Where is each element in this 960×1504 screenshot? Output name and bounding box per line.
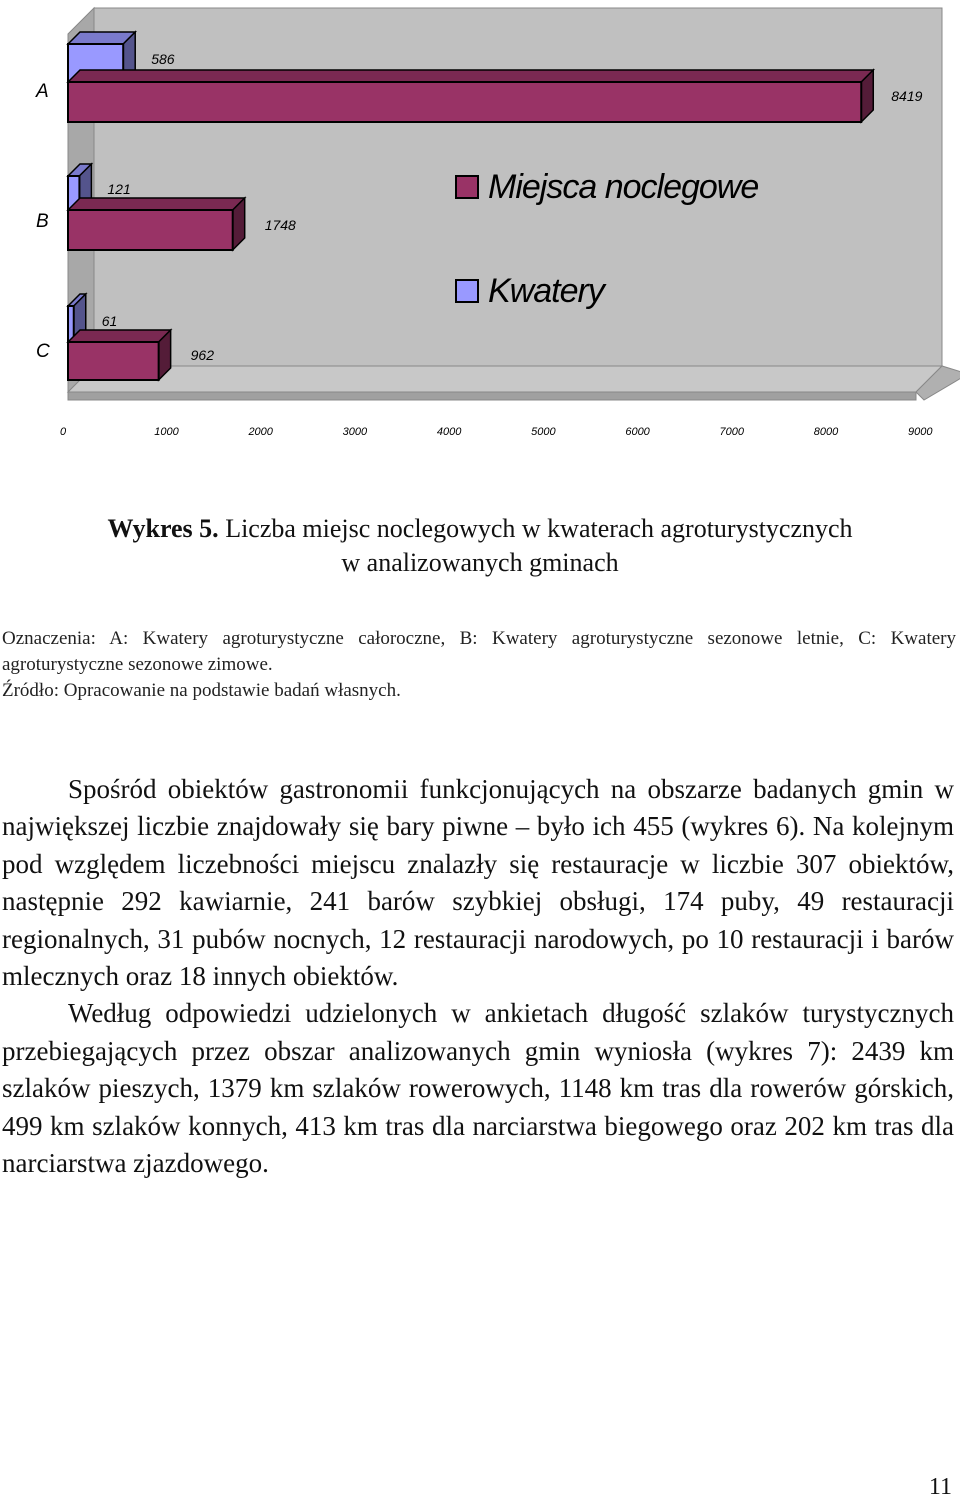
x-tick-label: 2000 xyxy=(248,426,273,438)
bar-miejsca-noclegowe xyxy=(68,82,861,122)
category-label: C xyxy=(36,341,50,362)
data-label-kwatery: 586 xyxy=(151,51,175,67)
bar-miejsca-top xyxy=(68,330,171,342)
category-label: A xyxy=(36,81,49,102)
legend-label-miejsca: Miejsca noclegowe xyxy=(488,168,759,206)
x-tick-label: 9000 xyxy=(908,426,933,438)
caption-text-line2: w analizowanych gminach xyxy=(341,548,619,577)
source-note: Źródło: Opracowanie na podstawie badań własnych. xyxy=(2,680,401,701)
data-label-kwatery: 61 xyxy=(101,313,118,329)
bar-miejsca-noclegowe xyxy=(68,210,233,250)
data-label-miejsca: 962 xyxy=(190,347,215,363)
bar-miejsca-noclegowe xyxy=(68,342,159,380)
x-tick-label: 8000 xyxy=(813,426,839,438)
legend-swatch-kwatery xyxy=(456,280,478,302)
body-text xyxy=(2,771,954,1182)
x-tick-label: 1000 xyxy=(154,426,179,438)
x-tick-label: 5000 xyxy=(531,426,556,438)
body-paragraph-2: Według odpowiedzi udzielonych w ankietach długość szlaków turystycznych przebiegających przez obszar analizowanych gmin wyniosła (wykres 7): 2439 km szlaków pieszych, 1379 km szlaków rowerowych, 1148 km tras dla rowerów górskich, 499 km szlaków konnych, 413 km tras dla narciarstwa biegowego oraz 202 km tras dla narciarstwa zjazdowego. xyxy=(2,998,954,1179)
x-tick-label: 0 xyxy=(60,426,67,438)
body-paragraph-1: Spośród obiektów gastronomii funkcjonujących na obszarze badanych gmin w największej liczbie znajdowały się bary piwne – było ich 455 (wykres 6). Na kolejnym pod względem liczebności miejscu znalazły się restauracje w liczbie 307 obiektów, następnie 292 kawiarnie, 241 barów szybkiej obsługi, 174 puby, 49 restauracji regionalnych, 31 pubów nocnych, 12 restauracji narodowych, po 10 restauracji i barów mlecznych oraz 18 innych obiektów. xyxy=(2,774,954,992)
figure-caption xyxy=(0,512,960,580)
caption-label: Wykres 5. xyxy=(107,514,219,543)
legend-note: Oznaczenia: A: Kwatery agroturystyczne całoroczne, B: Kwatery agroturystyczne sezonowe letnie, C: Kwatery agroturystyczne sezonowe zimowe. xyxy=(2,628,956,675)
data-label-miejsca: 8419 xyxy=(891,88,923,104)
page-number: 11 xyxy=(928,1474,952,1500)
data-label-miejsca: 1748 xyxy=(264,217,296,233)
category-label: B xyxy=(36,211,49,232)
data-label-kwatery: 121 xyxy=(107,181,131,197)
x-tick-label: 7000 xyxy=(719,426,745,438)
x-tick-label: 3000 xyxy=(342,426,368,438)
x-tick-label: 4000 xyxy=(436,426,462,438)
chart-floor-edge xyxy=(68,392,916,400)
legend-label-kwatery: Kwatery xyxy=(488,272,604,310)
bar-chart xyxy=(0,0,960,460)
chart-container xyxy=(0,0,960,460)
bar-miejsca-top xyxy=(68,70,873,82)
caption-text-line1: Liczba miejsc noclegowych w kwaterach agroturystycznych xyxy=(218,514,853,543)
chart-floor xyxy=(68,366,942,392)
x-tick-label: 6000 xyxy=(625,426,650,438)
bar-miejsca-top xyxy=(68,198,245,210)
legend-swatch-miejsca xyxy=(456,176,478,198)
